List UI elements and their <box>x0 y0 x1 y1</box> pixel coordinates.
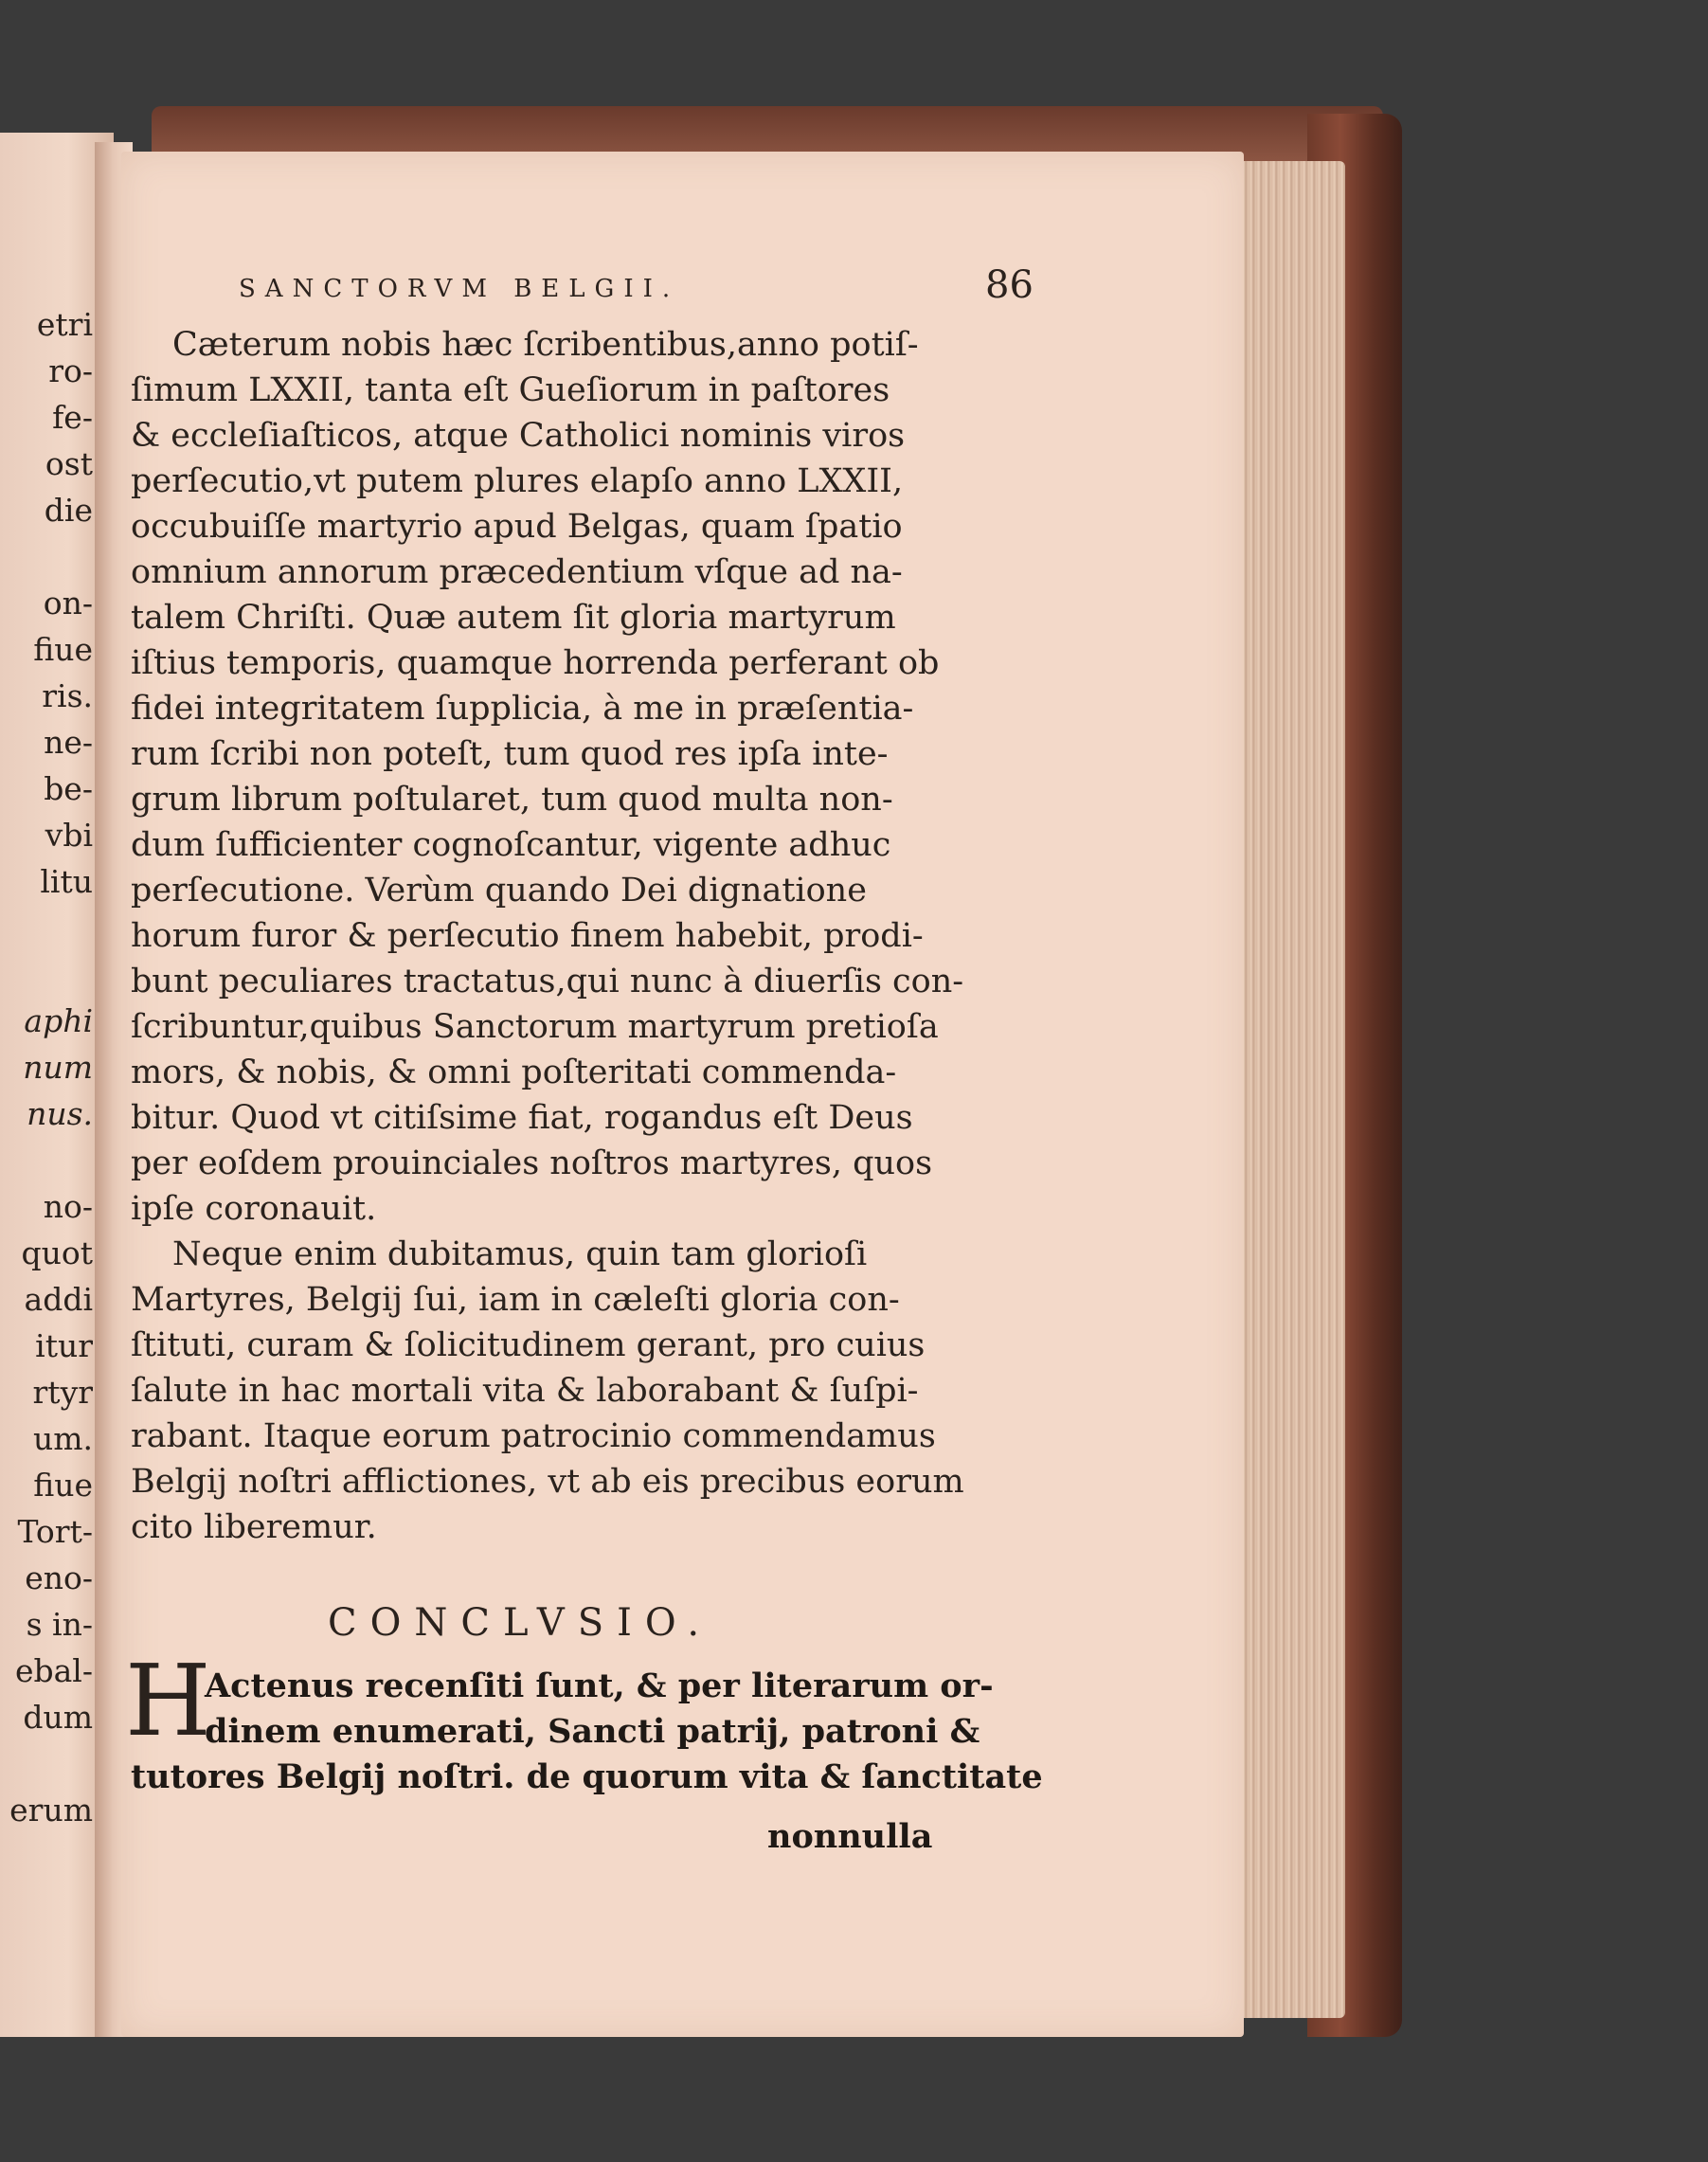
left-page-fragment: ro- <box>48 352 93 389</box>
left-page-fragment: litu <box>40 863 93 900</box>
main-text <box>131 322 964 1550</box>
text-line: dum ſufficienter cognoſcantur, vigente adhuc <box>131 826 891 864</box>
left-page-fragment: fiue <box>33 631 93 668</box>
text-line: perſecutio,vt putem plures elapſo anno LXXII, <box>131 462 904 500</box>
left-page-fragment: addi <box>24 1281 93 1318</box>
left-page-fragment: on- <box>43 585 93 622</box>
text-line: Martyres, Belgij ſui, iam in cæleſti gloria con- <box>131 1281 900 1319</box>
drop-cap: H <box>125 1643 211 1758</box>
text-line: perſecutione. Verùm quando Dei dignatione <box>131 872 867 910</box>
text-line: cito liberemur. <box>131 1508 377 1546</box>
left-page-fragment: aphi <box>24 1002 93 1039</box>
text-line: bunt peculiares tractatus,qui nunc à diuerſis con- <box>131 963 964 1000</box>
text-line: Neque enim dubitamus, quin tam glorioſi <box>172 1235 868 1273</box>
left-page-fragment: die <box>44 492 93 529</box>
text-line: Belgij noſtri afflictiones, vt ab eis precibus eorum <box>131 1463 964 1501</box>
text-line: mors, & nobis, & omni poſteritati commenda- <box>131 1054 897 1091</box>
left-page-fragment: erum <box>9 1792 93 1829</box>
text-line: fidei integritatem ſupplicia, à me in præſentia- <box>131 690 914 728</box>
left-page-fragment: um. <box>32 1420 93 1457</box>
left-page-fragment: fiue <box>33 1467 93 1504</box>
text-line: ſcribuntur,quibus Sanctorum martyrum pretioſa <box>131 1008 939 1046</box>
text-line: per eoſdem prouinciales noſtros martyres, quos <box>131 1144 933 1182</box>
text-line: Cæterum nobis hæc ſcribentibus,anno potiſ- <box>172 326 919 364</box>
left-page-fragment: fe- <box>52 399 93 436</box>
text-line: iſtius temporis, quamque horrenda perferant ob <box>131 644 940 682</box>
left-page-fragment: vbi <box>45 817 93 854</box>
left-page-fragment: s in- <box>26 1606 93 1643</box>
text-line: rum ſcribi non poteſt, tum quod res ipſa inte- <box>131 735 889 773</box>
text-line: tutores Belgij noſtri. de quorum vita & ſanctitate <box>131 1757 1043 1796</box>
text-line: occubuiſſe martyrio apud Belgas, quam ſpatio <box>131 508 903 546</box>
text-line: dinem enumerati, Sancti patrij, patroni & <box>205 1712 980 1751</box>
left-page-fragment: itur <box>35 1327 93 1364</box>
left-page-fragment: rtyr <box>32 1374 93 1411</box>
left-page-fragment <box>0 1740 93 1787</box>
text-line: & eccleſiaſticos, atque Catholici nominis viros <box>131 417 906 455</box>
left-page-fragment: Tort- <box>17 1513 93 1550</box>
left-page-fragment: ris. <box>42 677 93 714</box>
running-title: SANCTORVM BELGII. <box>239 275 680 303</box>
page-edges <box>1241 161 1345 2018</box>
text-line: ipſe coronauit. <box>131 1190 377 1228</box>
left-page-fragment: dum <box>23 1699 93 1736</box>
text-line: Actenus recenſiti ſunt, & per literarum or- <box>205 1667 994 1705</box>
left-page-fragment <box>0 533 93 580</box>
section-heading: CONCLVSIO. <box>328 1601 713 1645</box>
text-line: ſtituti, curam & ſolicitudinem gerant, pro cuius <box>131 1326 926 1364</box>
text-line: rabant. Itaque eorum patrocinio commendamus <box>131 1417 936 1455</box>
left-page-fragment <box>0 951 93 998</box>
left-page-fragment: num <box>23 1049 93 1086</box>
left-page-fragment: ne- <box>44 724 93 761</box>
text-line: ſimum LXXII, tanta eſt Gueſiorum in paſtores <box>131 371 890 409</box>
left-page-text <box>0 301 93 1833</box>
left-page-fragment: no- <box>43 1188 93 1225</box>
left-page-fragment: eno- <box>25 1559 93 1596</box>
text-line: horum furor & perſecutio finem habebit, prodi- <box>131 917 924 955</box>
catchword: nonnulla <box>767 1817 933 1856</box>
text-line: omnium annorum præcedentium vſque ad na- <box>131 553 903 591</box>
left-page-fragment: be- <box>44 770 93 807</box>
text-line: grum librum poſtularet, tum quod multa non- <box>131 781 893 819</box>
text-line: ſalute in hac mortali vita & laborabant & ſuſpi- <box>131 1372 919 1410</box>
left-page-fragment: quot <box>21 1234 93 1271</box>
left-page-fragment: ebal- <box>14 1652 93 1689</box>
conclusion-text <box>131 1664 1043 1800</box>
left-page-fragment: nus. <box>27 1095 93 1132</box>
left-page-fragment: etri <box>36 306 93 343</box>
text-line: talem Chriſti. Quæ autem ſit gloria martyrum <box>131 599 896 637</box>
text-line: bitur. Quod vt citiſsime fiat, rogandus eſt Deus <box>131 1099 913 1137</box>
left-page-fragment <box>0 905 93 951</box>
page-number: 86 <box>985 263 1034 307</box>
left-page-fragment: ost <box>45 445 93 482</box>
left-page-fragment <box>0 1137 93 1183</box>
